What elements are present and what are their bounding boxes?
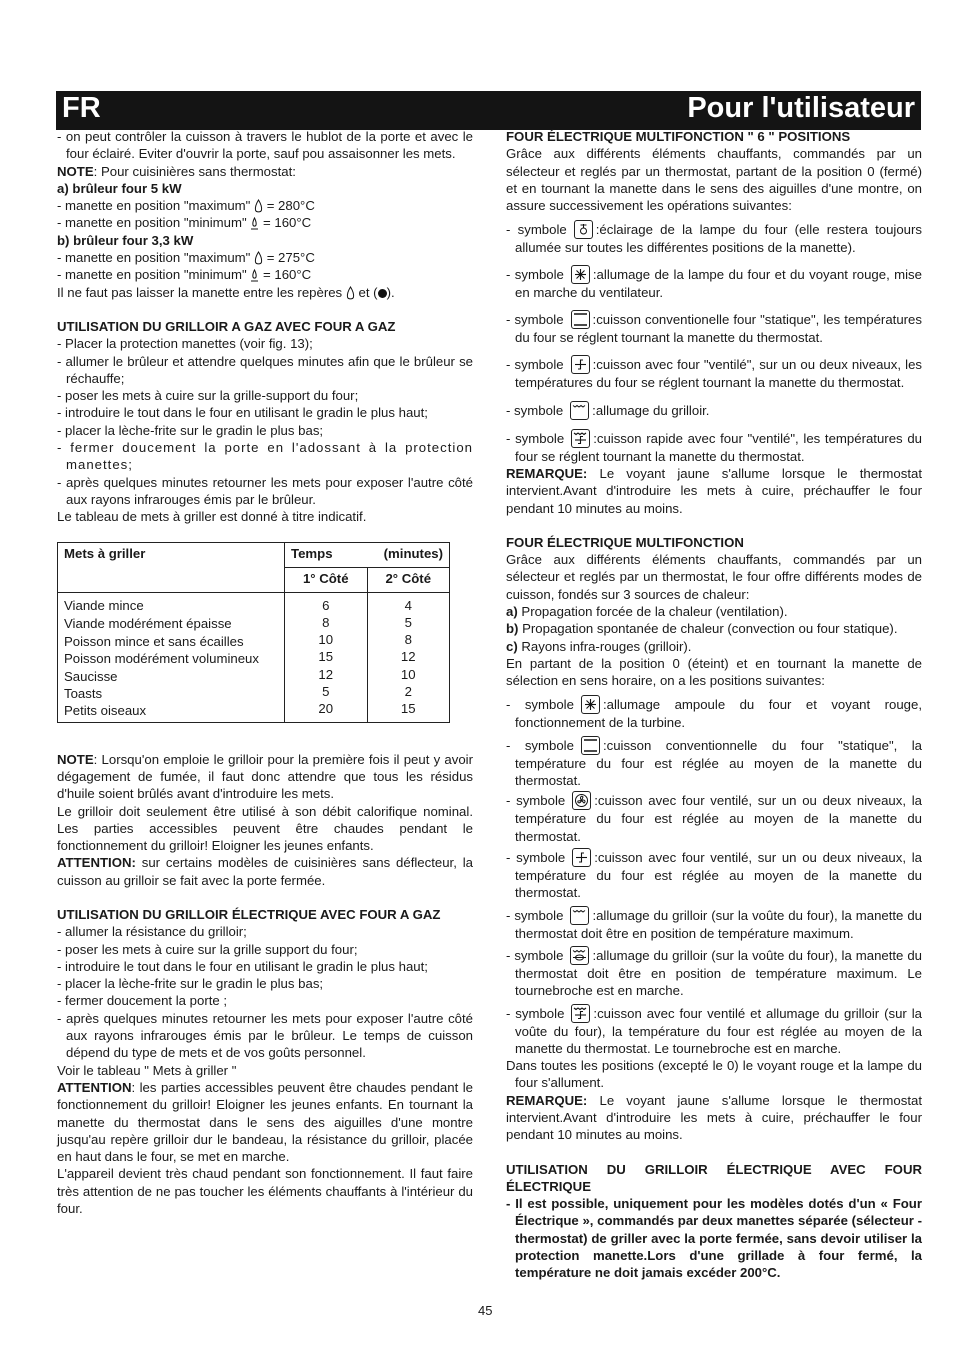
page-number: 45 [478,1303,493,1318]
heading-bruleur-5kw: a) brûleur four 5 kW [57,180,182,196]
heading-multifonction: FOUR ÉLECTRIQUE MULTIFONCTION [506,534,744,550]
time-value: 15 [400,701,416,717]
flame-large-icon [346,286,355,301]
time-value: 8 [322,614,330,630]
symbol-row: - symbole :cuisson conventionnelle du four "statique", la température du four est réglée au moyen de la manette du thermostat. [506,737,922,789]
see-table: Voir le tableau " Mets à griller " [57,1062,237,1078]
fan-circle-icon [572,791,591,810]
spacer [57,723,473,751]
line-a-min: - manette en position "minimum" = 160°C [57,215,312,231]
symbol-row: - symbole :cuisson avec four ventilé et allumage du grilloir (sur la voûte du four), la température du four est réglée au moyen de la manette du thermostat. Le tournebroche est en marche. [506,1005,922,1056]
symbol-row: - symbole :cuisson rapide avec four "ventilé", les températures du four se réglent tournant la manette du thermostat. [506,430,922,464]
heading-grilloir-gaz: UTILISATION DU GRILLOIR A GAZ AVEC FOUR A GAZ [57,318,396,334]
time-value: 20 [318,701,334,717]
line-b-max: - manette en position "maximum" = 275°C [57,250,315,266]
table-body-row [58,592,450,722]
paragraph-all-positions: Dans toutes les positions (excepté le 0) le voyant rouge et la lampe du four s'allument. [506,1058,922,1091]
spacer [506,1144,922,1161]
flame-small-icon [250,216,259,231]
time-value: 12 [400,649,416,665]
symbol-row: - symbole :cuisson avec four ventilé, sur un ou deux niveaux, la température du four est réglée au moyen de la manette du thermostat. [506,793,922,844]
time-value: 8 [404,632,412,648]
table-header-row [58,542,450,567]
food-cell [58,592,285,722]
heading-grilloir-electrique-gaz: UTILISATION DU GRILLOIR ÉLECTRIQUE AVEC FOUR A GAZ [57,906,441,922]
paragraph-porte: - on peut contrôler la cuisson à travers le hublot de la porte et avec le four éclairé. Eviter d'ouvrir la porte, sauf pou assaisonner les mets. [57,129,473,162]
col-header-food: Mets à griller [58,542,285,592]
lamp-icon [574,220,593,239]
attention-deflecteur: ATTENTION: sur certains modèles de cuisinières sans déflecteur, la cuisson au grilloir se fait avec la porte fermée. [57,855,473,888]
list-item: - Placer la protection manettes (voir fig. 13); [57,336,313,352]
grill-icon [570,401,589,420]
page-title: Pour l'utilisateur [687,92,915,124]
list-item: - poser les mets à cuire sur la grille support du four; [57,941,358,957]
time-value: 5 [322,684,330,700]
col-header-side2: 2° Côté [367,567,450,592]
grill-fan-icon [571,1004,590,1023]
source-a: a) Propagation forcée de la chaleur (ventilation). [506,604,788,620]
list-item: - fermer doucement la porte en l'adossant à la protection manettes; [57,440,473,473]
grill-table [57,542,450,723]
list-item: - poser les mets à cuire sur la grille-support du four; [57,388,359,404]
time-value: 10 [400,666,416,682]
fan-icon [571,265,590,284]
symbol-row: - symbole :cuisson avec four ventilé, sur un ou deux niveaux, la température du four est réglée au moyen de la manette du thermostat. [506,850,922,901]
flame-large-icon [254,251,263,266]
time-value: 2 [404,684,412,700]
symbol-row: - symbole :cuisson conventionelle four "statique", les températures du four se réglent tournant la manette du thermostat. [506,312,922,346]
time-value: 4 [404,597,412,613]
line-a-max: - manette en position "maximum" = 280°C [57,198,315,214]
table-intro: Le tableau de mets à griller est donné à titre indicatif. [57,509,367,525]
source-c: c) Rayons infra-rouges (grilloir). [506,638,692,654]
dot-icon [378,289,387,298]
ventilated-oven-icon [572,848,591,867]
symbol-row: - symbole :cuisson avec four "ventilé", sur un ou deux niveaux, les températures du four se réglent tournant la manette du thermostat. [506,357,922,391]
time-value: 12 [318,666,334,682]
note-sans-thermostat: NOTE: Pour cuisinières sans thermostat: [57,163,296,179]
side2-cell [367,592,450,722]
food-item: Saucisse [64,668,118,684]
food-item: Petits oiseaux [64,703,147,719]
time-value: 10 [318,632,334,648]
remarque-2: REMARQUE: Le voyant jaune s'allume lorsque le thermostat intervient.Avant d'introduire les mets à cuire, préchauffer le four pendant 10 minutes au moins. [506,1092,922,1143]
list-item: - placer la lèche-frite sur le gradin le plus bas; [57,422,324,438]
time-value: 15 [318,649,334,665]
col-header-time: Temps (minutes) [285,542,450,567]
language-label: FR [62,92,101,124]
left-column [57,128,473,1217]
page-header [56,91,921,130]
grill-icon [570,906,589,925]
source-b: b) Propagation spontanée de chaleur (convection ou four statique). [506,621,898,637]
fan-icon [581,695,600,714]
food-item: Poisson modérément volumineux [64,651,259,667]
rotisserie-grill-icon [570,946,589,965]
remarque-1: REMARQUE: Le voyant jaune s'allume lorsque le thermostat intervient.Avant d'introduire les mets à cuire, préchauffer le four pendant 10 minutes au moins. [506,465,922,516]
fast-cooking-icon [571,429,590,448]
list-item: - allumer le brûleur et attendre quelques minutes afin que le brûleur se réchauffe; [57,353,473,386]
spacer [57,301,473,318]
attention-parties: ATTENTION: les parties accessibles peuvent être chaudes pendant le fonctionnement du grilloir! Eloigner les jeunes enfants. En tournant la manette du thermostat dans le sens des aiguilles d'une montre jusqu'au repère grilloir dur le bandeau, la résistance du grilloir, placée en haut dans le four, se met en marche. [57,1079,473,1165]
paragraph-mf-intro: Grâce aux différents éléments chauffants, commandés par un sélecteur et reglés par un thermostat, le four offre différents modes de cuisson, fondés sur 3 sources de chaleur: [506,552,922,602]
symbol-row: - symbole :allumage de la lampe du four et du voyant rouge, mise en marche du ventilateur. [506,266,922,300]
list-item: - introduire le tout dans le four en utilisant le gradin le plus haut; [57,405,428,421]
list-item: - allumer la résistance du grilloir; [57,924,247,940]
flame-large-icon [254,199,263,214]
line-b-min: - manette en position "minimum" = 160°C [57,267,312,283]
paragraph-chaud: L'appareil devient très chaud pendant son fonctionnement. Il faut faire très attention de ne pas toucher les éléments chauffants à l'intérieur du four. [57,1166,473,1217]
food-item: Poisson mince et sans écailles [64,634,244,650]
static-oven-icon [581,736,600,755]
food-item: Toasts [64,686,103,702]
heading-grilloir-four-electrique: UTILISATION DU GRILLOIR ÉLECTRIQUE AVEC FOUR ÉLECTRIQUE [506,1161,922,1194]
food-item: Viande modérément épaisse [64,615,232,631]
spacer [57,889,473,906]
paragraph-mf6-intro: Grâce aux différents éléments chauffants, commandés par un sélecteur et reglés par un thermostat, partant de la position 0 (fermé) et en tournant la manette dans le sens des aiguilles d'une montre, on assure successivement les opérations suivantes: [506,146,922,214]
note-fumee: NOTE: Lorsqu'on emploie le grilloir pour la première fois il peut y avoir dégagement de fumée, il faut donc attendre que tous les résidus d'huile soient brûlés avant d'introduire les mets. [57,751,473,802]
ventilated-oven-icon [571,355,590,374]
time-value: 6 [322,597,330,613]
list-item: - après quelques minutes retourner les mets pour exposer l'autre côté aux rayons infrarouges émis par le brûleur. Le temps de cuisson dépend du type de mets et de vos goûts personnel. [57,1010,473,1061]
symbol-row: - symbole :allumage du grilloir (sur la voûte du four), la manette du thermostat doit être en position de température maximum. [506,907,922,941]
col-header-side1: 1° Côté [285,567,368,592]
list-item: - fermer doucement la porte ; [57,993,228,1009]
flame-small-icon [250,268,259,283]
symbol-row: - symbole :allumage du grilloir (sur la voûte du four), la manette du thermostat doit être en position de température maximum. Le tournebroche est en marche. [506,947,922,999]
static-oven-icon [571,310,590,329]
heading-bruleur-3kw: b) brûleur four 3,3 kW [57,232,194,248]
list-item: - après quelques minutes retourner les mets pour exposer l'autre côté aux rayons infrarouges émis par le brûleur. [57,474,473,507]
paragraph-nominal: Le grilloir doit seulement être utilisé à son débit calorifique nominal. Les parties accessibles peuvent être chaudes pendant le fonctionnement du grilloir! Eloigner les jeunes enfants. [57,803,473,854]
spacer [506,517,922,534]
heading-multifonction-6: FOUR ÉLECTRIQUE MULTIFONCTION " 6 " POSITIONS [506,129,851,144]
symbol-row: - symbole :éclairage de la lampe du four (elle restera toujours allumée sur toutes les différentes positions de la manette). [506,222,922,256]
side1-cell [285,592,368,722]
warning-reperes: Il ne faut pas laisser la manette entre les repères et ( ). [57,284,395,300]
list-item: - placer la lèche-frite sur le gradin le plus bas; [57,976,324,992]
list-item: - introduire le tout dans le four en utilisant le gradin le plus haut; [57,958,428,974]
symbol-row: - symbole :allumage ampoule du four et voyant rouge, fonctionnement de la turbine. [506,696,923,730]
paragraph-grill-bold: - Il est possible, uniquement pour les modèles dotés d'un « Four Électrique », commandés par deux manettes séparée (sélecteur - thermostat) de griller avec la porte fermée, sans devoir utiliser la protection manette.Lors d'une grillade à four fermé, la température ne doit jamais excéder 200°C. [506,1196,922,1281]
symbol-row: - symbole :allumage du grilloir. [506,402,710,418]
food-item: Viande mince [64,597,144,613]
right-column [506,128,922,1282]
paragraph-from-zero: En partant de la position 0 (éteint) et en tournant la manette de sélection en sens horaire, on a les positions suivantes: [506,655,922,689]
time-value: 5 [404,614,412,630]
